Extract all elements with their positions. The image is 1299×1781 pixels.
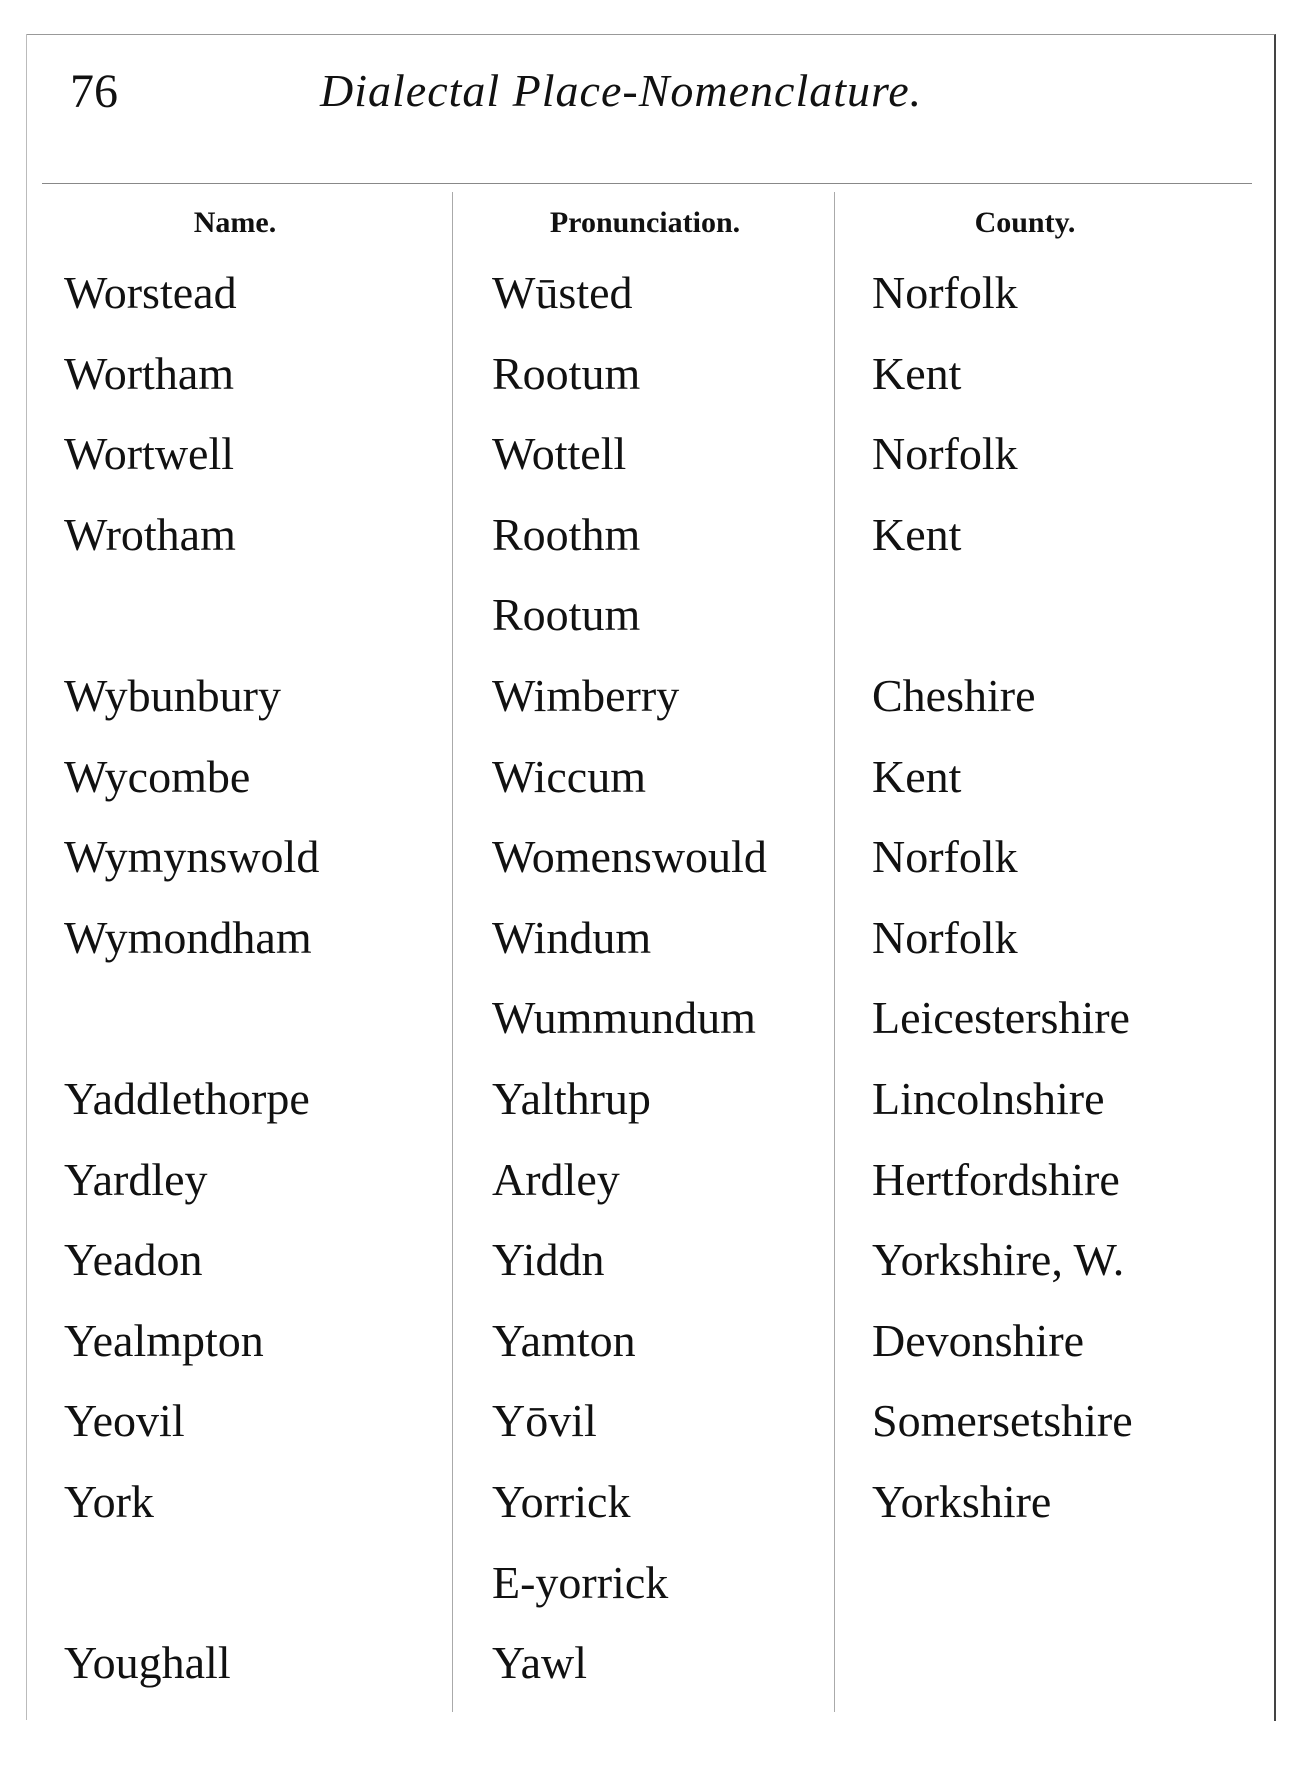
county-cell: Yorkshire, W. [872,1234,1125,1286]
table-row [0,1475,1299,1555]
table-row [0,1072,1299,1152]
table-row [0,347,1299,427]
column-header-pronunciation: Pronunciation. [549,206,741,239]
pronunciation-cell: Yiddn [492,1234,605,1286]
county-cell: Yorkshire [872,1476,1052,1527]
header-rule [42,183,1252,184]
county-cell: Norfolk [872,428,1018,480]
county-cell: Kent [872,750,962,802]
county-cell: Leicestershire [872,992,1130,1044]
running-title: Dialectal Place-Nomenclature. [320,65,923,116]
pronunciation-cell: Wummundum [492,992,756,1044]
table-row [0,1394,1299,1474]
pronunciation-cell: Womenswould [492,831,767,883]
pronunciation-cell: Wottell [492,428,627,480]
table-row [0,1314,1299,1394]
name-cell: Wortham [64,347,235,399]
pronunciation-cell: Yawl [492,1637,588,1689]
pronunciation-cell: Wimberry [492,670,680,721]
county-cell: Norfolk [872,911,1018,963]
pronunciation-cell: Ardley [492,1153,620,1205]
name-cell: Wymynswold [64,831,320,883]
name-cell: Yardley [64,1153,208,1205]
name-cell: Yealmpton [64,1314,264,1366]
county-cell: Kent [872,347,962,399]
pronunciation-cell: E-yorrick [492,1556,669,1608]
table-row [0,830,1299,910]
column-header-county: County. [974,206,1076,239]
pronunciation-cell: Yōvil [492,1395,597,1447]
county-cell: Norfolk [872,267,1018,318]
name-cell: York [64,1476,154,1527]
pronunciation-cell: Yalthrup [492,1073,651,1124]
name-cell: Youghall [64,1637,231,1689]
column-header-name: Name. [193,206,277,239]
pronunciation-cell: Windum [492,911,652,963]
pronunciation-cell: Yamton [492,1314,636,1366]
pronunciation-cell: Yorrick [492,1476,631,1527]
pronunciation-cell: Wūsted [492,267,633,318]
table-row [0,508,1299,588]
pronunciation-cell: Roothm [492,508,641,560]
county-cell: Hertfordshire [872,1153,1120,1205]
county-cell: Cheshire [872,670,1036,721]
county-cell: Somersetshire [872,1395,1133,1447]
name-cell: Yaddlethorpe [64,1073,310,1124]
name-cell: Wycombe [64,750,251,802]
name-cell: Wrotham [64,508,236,560]
pronunciation-cell: Rootum [492,347,641,399]
table-row [0,1636,1299,1716]
county-cell: Kent [872,508,962,560]
name-cell: Wymondham [64,911,312,963]
page-number: 76 [70,65,118,118]
table-row [0,911,1299,991]
table-row [0,588,1299,668]
name-cell: Yeadon [64,1234,203,1286]
pronunciation-cell: Rootum [492,589,641,641]
table-row [0,750,1299,830]
name-cell: Worstead [64,267,237,318]
name-cell: Yeovil [64,1395,185,1447]
table-row [0,1153,1299,1233]
pronunciation-cell: Wiccum [492,750,646,802]
table-row [0,427,1299,507]
table-row [0,991,1299,1071]
county-cell: Lincolnshire [872,1073,1105,1124]
table-row [0,669,1299,749]
county-cell: Norfolk [872,831,1018,883]
county-cell: Devonshire [872,1314,1085,1366]
name-cell: Wybunbury [64,670,281,721]
table-row [0,266,1299,346]
table-row [0,1233,1299,1313]
table-row [0,1556,1299,1636]
name-cell: Wortwell [64,428,235,480]
